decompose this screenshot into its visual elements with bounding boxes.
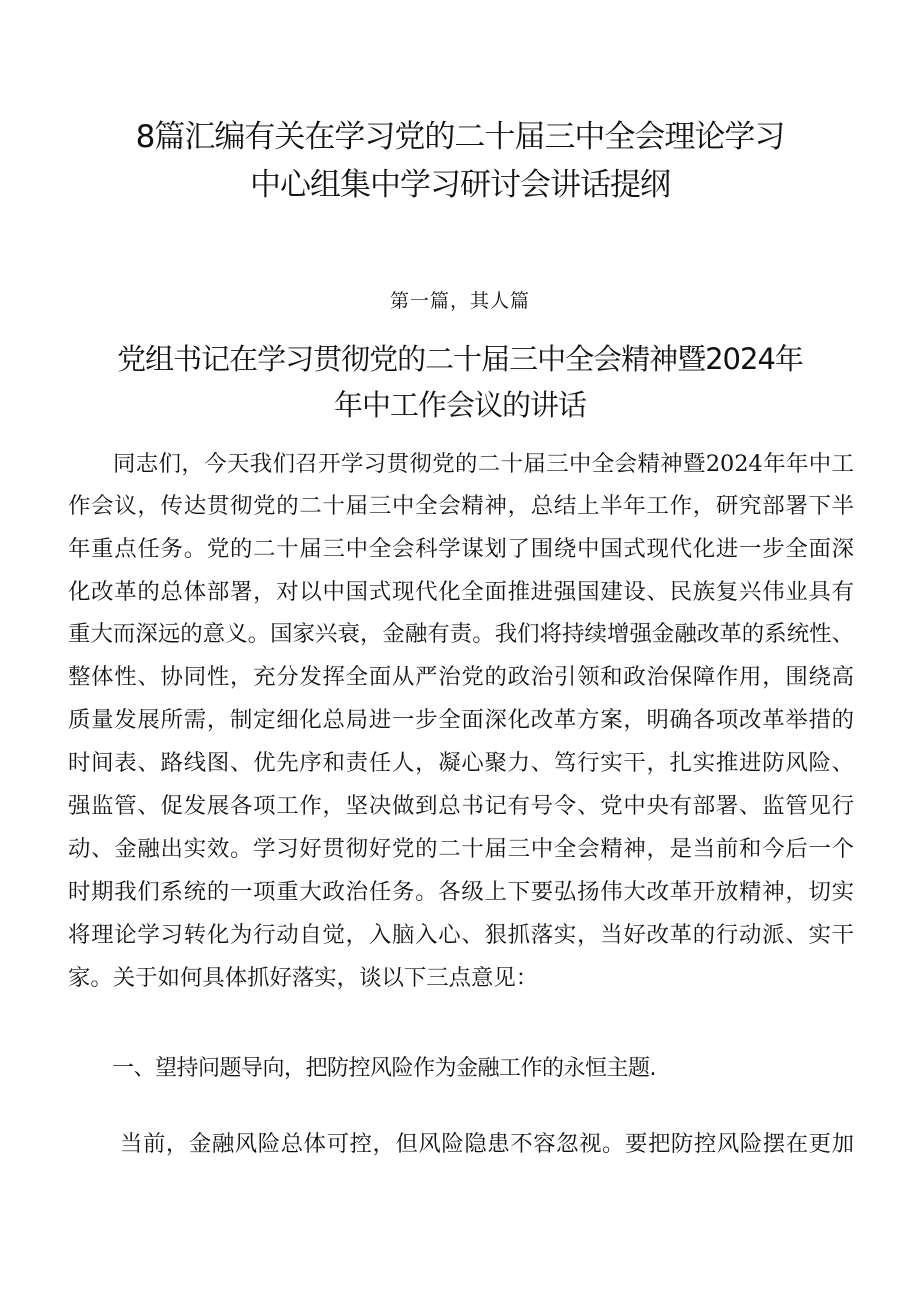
speech-title-line-2: 年中工作会议的讲话 [333, 388, 586, 422]
paragraph-line: 时期我们系统的一项重大政治任务。各级上下要弘扬伟大改革开放精神，切实 [68, 879, 854, 905]
paragraph-line: 质量发展所需，制定细化总局进一步全面深化改革方案，明确各项改革举措的 [68, 707, 854, 733]
paragraph-line: 时间表、路线图、优先序和责任人，凝心聚力、笃行实干，扎实推进防风险、 [68, 750, 854, 776]
paragraph-line: 重大而深远的意义。国家兴衰，金融有责。我们将持续增强金融改革的系统性、 [68, 621, 854, 647]
section-heading: 一、望持问题导向，把防控风险作为金融工作的永恒主题. [112, 1056, 656, 1081]
paragraph-line: 同志们，今天我们召开学习贯彻党的二十届三中全会精神暨2024年年中工 [113, 451, 854, 477]
speech-title-line-1: 党组书记在学习贯彻党的二十届三中全会精神暨2024年 [117, 342, 803, 376]
paragraph-line: 化改革的总体部署，对以中国式现代化全面推进强国建设、民族复兴伟业具有 [68, 579, 854, 605]
part-label: 第一篇，其人篇 [389, 290, 530, 312]
document-title-line-2: 中心组集中学习研讨会讲话提纲 [250, 167, 670, 203]
paragraph-line: 动、金融出实效。学习好贯彻好党的二十届三中全会精神，是当前和今后一个 [68, 836, 854, 862]
paragraph-line: 年重点任务。党的二十届三中全会科学谋划了围绕中国式现代化进一步全面深 [68, 536, 854, 562]
paragraph-line: 作会议，传达贯彻党的二十届三中全会精神，总结上半年工作，研究部署下半 [68, 493, 854, 519]
paragraph-line: 整体性、协同性，充分发挥全面从严治党的政治引领和政治保障作用，围绕高 [68, 664, 854, 690]
paragraph-line: 强监管、促发展各项工作，坚决做到总书记有号令、党中央有部署、监管见行 [68, 793, 854, 819]
paragraph-line: 家。关于如何具体抓好落实，谈以下三点意见： [68, 965, 539, 991]
paragraph-line: 将理论学习转化为行动自觉，入脑入心、狠抓落实，当好改革的行动派、实干 [68, 922, 854, 948]
paragraph-line: 当前，金融风险总体可控，但风险隐患不容忽视。要把防控风险摆在更加 [120, 1131, 854, 1157]
document-title-line-1: 8篇汇编有关在学习党的二十届三中全会理论学习 [135, 119, 785, 155]
